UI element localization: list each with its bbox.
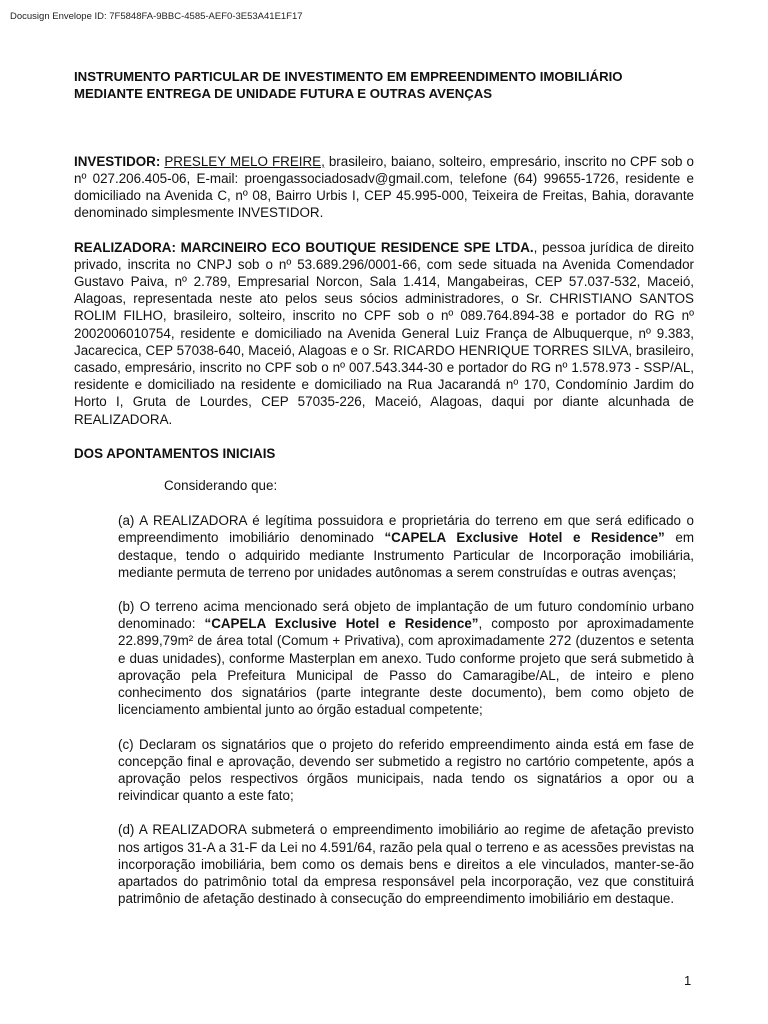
consideration-item-d [118,821,694,907]
realizadora-text: , pessoa jurídica de direito privado, inscrita no CNPJ sob o nº 53.689.296/0001-66, com sede situada na Avenida Comendador Gustavo Paiva, nº 2.789, Empresarial Norcon, Sala 1.414, Mangabeiras, CEP 57.037-532, Maceió, Alagoas, representada neste ato pelos seus sócios administradores, o Sr. CHRISTIANO SANTOS ROLIM FILHO, brasileiro, solteiro, inscrito no CPF sob o nº 089.764.894-38 e portador do RG nº 2002006010754, residente e domiciliado na Avenida General Luiz França de Albuquerque, nº 9.383, Jacarecica, CEP 57038-640, Maceió, Alagoas e o Sr. RICARDO HENRIQUE TORRES SILVA, brasileiro, casado, empresário, inscrito no CPF sob o nº 007.543.344-30 e portador do RG nº 1.578.973 - SSP/AL, residente e domiciliado na residente e domiciliado na Rua Jacarandá nº 170, Condomínio Jardim do Horto I, Gruta de Lourdes, CEP 57035-226, Maceió, Alagoas, daqui por diante alcunhada de REALIZADORA. [74,239,694,427]
consideration-item-c [118,736,694,805]
item-d-text: (d) A REALIZADORA submeterá o empreendimento imobiliário ao regime de afetação previsto nos artigos 31-A a 31-F da Lei no 4.591/64, razão pela qual o terreno e as acessões previstas na incorporação imobiliária, bem como os demais bens e direitos a ele vinculados, manter-se-ão apartados do patrimônio total da empresa responsável pela incorporação, vez que constituirá patrimônio de afetação destinado à consecução do empreendimento imobiliário em destaque. [118,822,694,907]
considering-line: Considerando que: [164,478,278,494]
document-page [74,68,694,907]
item-b-text-end: , composto por aproximadamente 22.899,79m² de área total (Comum + Privativa), com aproximadamente 272 (duzentos e setenta e duas unidades), conforme Masterplan em anexo. Tudo conforme projeto que será submetido à aprovação pela Prefeitura Municipal de Passo do Camaragibe/AL, de inteiro e pleno conhecimento dos signatários (parte integrante deste documento), bem como objeto de licenciamento ambiental junto ao órgão estadual competente; [118,616,695,718]
item-a-project-name: “CAPELA Exclusive Hotel e Residence” [384,530,665,546]
item-a-text: (a) A REALIZADORA é legítima possuidora e proprietária do terreno em que será edificado o empreendimento imobiliário denominado [118,513,694,546]
realizadora-paragraph [74,239,694,428]
realizadora-label: REALIZADORA: MARCINEIRO ECO BOUTIQUE RESIDENCE SPE LTDA. [74,239,534,255]
document-title: INSTRUMENTO PARTICULAR DE INVESTIMENTO EM EMPREENDIMENTO IMOBILIÁRIO MEDIANTE ENTREGA DE UNIDADE FUTURA E OUTRAS AVENÇAS [74,69,623,102]
investidor-label: INVESTIDOR: [74,153,161,169]
item-b-project-name: “CAPELA Exclusive Hotel e Residence” [204,616,479,632]
docusign-envelope-id: Docusign Envelope ID: 7F5848FA-9BBC-4585-AEF0-3E53A41E1F17 [10,11,303,22]
item-a-text-end: em destaque, tendo o adquirido mediante Instrumento Particular de Incorporação imobiliária, mediante permuta de terreno por unidades autônomas a serem construídas e outras avenças; [118,530,694,580]
section-heading: DOS APONTAMENTOS INICIAIS [74,445,276,461]
considerations-list [74,512,694,907]
investidor-paragraph [74,153,694,222]
page-number: 1 [684,973,692,988]
consideration-item-a [118,512,694,581]
investidor-text: brasileiro, baiano, solteiro, empresário, inscrito no CPF sob o nº 027.206.405-06, E-mail: proengassociadosadv@gmail.com, telefone (64) 99655-1726, residente e domiciliado na Avenida C, nº 08, Bairro Urbis I, CEP 45.995-000, Teixeira de Freitas, Bahia, doravante denominado simplesmente INVESTIDOR. [74,153,694,221]
consideration-item-b [118,598,694,718]
investidor-name: PRESLEY MELO FREIRE, [164,153,325,169]
item-c-text: (c) Declaram os signatários que o projeto do referido empreendimento ainda está em fase de concepção final e aprovação, devendo ser submetido a registro no cartório competente, após a aprovação pelos respectivos órgãos municipais, nada tendo os signatários a opor ou a reivindicar quanto a este fato; [118,736,694,804]
item-b-text: (b) O terreno acima mencionado será objeto de implantação de um futuro condomínio urbano denominado: [118,599,694,632]
